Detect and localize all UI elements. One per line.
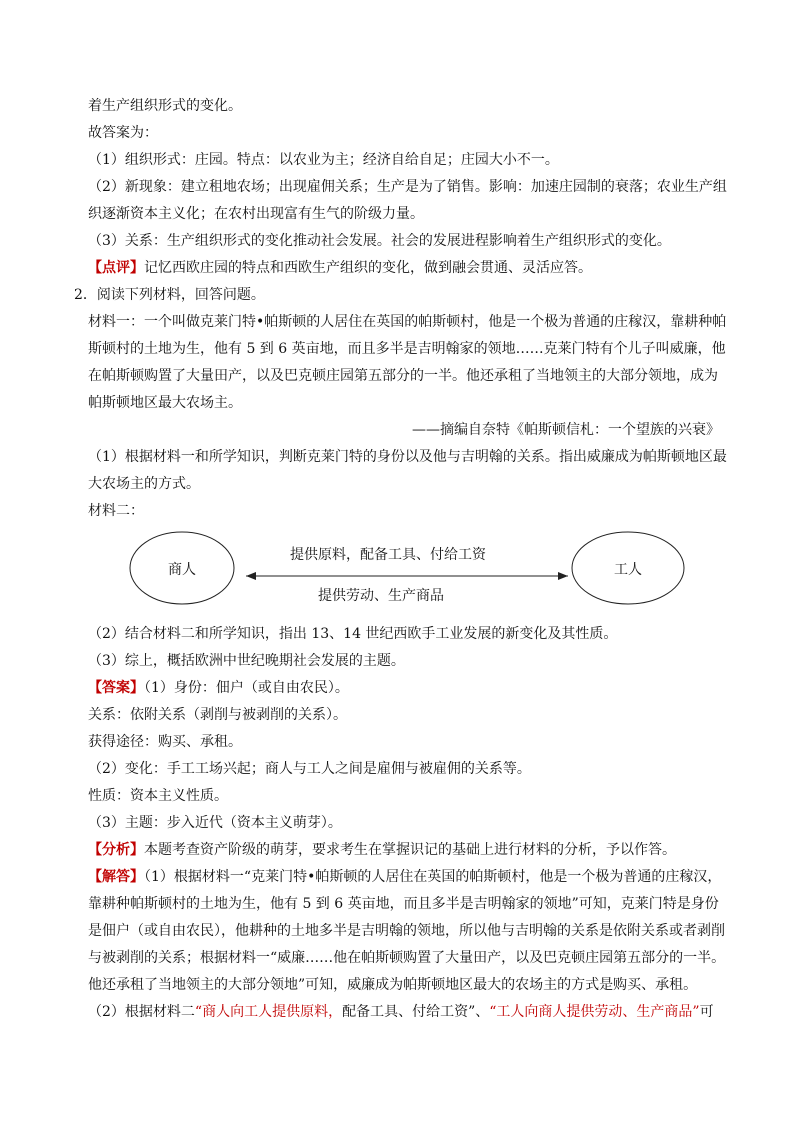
- solution-line-last: [88, 1003, 728, 1021]
- answer-line: 获得途径：购买、承租。: [88, 734, 242, 750]
- relationship-diagram: [128, 530, 688, 610]
- text-line: （3）关系：生产组织形式的变化推动社会发展。社会的发展进程影响着生产组织形式的变化。: [88, 233, 671, 249]
- solution-line: 是佃户（或自由农民），他耕种的土地多半是吉明翰的领地，所以他与吉明翰的关系是依附关系或者剥削: [88, 923, 725, 939]
- material-two-label: 材料二：: [88, 503, 144, 519]
- solution-line: 他还承租了当地领主的大部分领地”可知，威廉成为帕斯顿地区最大的农场主的方式是购买、承租。: [88, 977, 698, 993]
- text-line: 织逐渐资本主义化；在农村出现富有生气的阶级力量。: [88, 206, 424, 222]
- analysis-tag: 【分析】: [88, 842, 144, 858]
- last-line-part: 可: [699, 1004, 714, 1020]
- solution-line: [88, 868, 728, 886]
- worker-label: 工人: [614, 562, 642, 578]
- answer-tag: 【答案】: [88, 680, 144, 696]
- material-source: ——摘编自奈特《帕斯顿信札：一个望族的兴衰》: [412, 422, 720, 438]
- solution-text: （1）根据材料一“克莱门特•帕斯顿的人居住在英国的帕斯顿村，他是一个极为普通的庄稼汉，: [144, 869, 722, 885]
- merchant-label: 商人: [168, 562, 196, 578]
- arrow-left-head: [246, 572, 256, 580]
- material-one-line: 帕斯顿地区最大农场主。: [88, 395, 242, 411]
- answer-line: （2）变化：手工工场兴起；商人与工人之间是雇佣与被雇佣的关系等。: [88, 761, 531, 777]
- solution-tag: 【解答】: [88, 869, 144, 885]
- top-arrow-label: 提供原料，配备工具、付给工资: [290, 547, 486, 563]
- material-one-line: 斯顿村的土地为生，他有 5 到 6 英亩地，而且多半是吉明翰家的领地……克莱门特有个儿子叫威廉，他: [88, 341, 726, 357]
- text-line: 故答案为：: [88, 125, 158, 141]
- analysis-line: [88, 841, 728, 859]
- answer-line: （3）主题：步入近代（资本主义萌芽）。: [88, 815, 342, 831]
- quoted-text: “工人向商人提供劳动、生产商品”: [489, 1004, 700, 1020]
- text-line: （2）新现象：建立租地农场；出现雇佣关系；生产是为了销售。影响：加速庄园制的衰落；农业生产组: [88, 179, 727, 195]
- answer-line: 性质：资本主义性质。: [88, 788, 228, 804]
- sub-question-2: （2）结合材料二和所学知识，指出 13、14 世纪西欧手工业发展的新变化及其性质。: [88, 626, 618, 642]
- analysis-text: 本题考查资产阶级的萌芽，要求考生在掌握识记的基础上进行材料的分析，予以作答。: [144, 842, 676, 858]
- sub-question-3: （3）综上，概括欧洲中世纪晚期社会发展的主题。: [88, 653, 405, 669]
- sub-question-1: 大农场主的方式。: [88, 476, 200, 492]
- material-one-line: 材料一：一个叫做克莱门特•帕斯顿的人居住在英国的帕斯顿村，他是一个极为普通的庄稼汉，靠耕种帕: [88, 314, 727, 330]
- arrow-right-head: [558, 572, 568, 580]
- solution-line: 与被剥削的关系；根据材料一“威廉……他在帕斯顿购置了大量田产，以及巴克顿庄园第五部分的一半。: [88, 950, 726, 966]
- answer-text: （1）身份：佃户（或自由农民）。: [144, 680, 349, 696]
- comment-tag: 【点评】: [88, 260, 144, 276]
- sub-question-1: （1）根据材料一和所学知识，判断克莱门特的身份以及他与吉明翰的关系。指出威廉成为帕斯顿地区最: [88, 449, 727, 465]
- last-line-part: 配备工具、付给工资”、: [342, 1004, 490, 1020]
- bottom-arrow-label: 提供劳动、生产商品: [318, 588, 444, 604]
- answer-line: 关系：依附关系（剥削与被剥削的关系）。: [88, 707, 347, 723]
- comment-text: 记忆西欧庄园的特点和西欧生产组织的变化，做到融会贯通、灵活应答。: [144, 260, 592, 276]
- solution-line: 靠耕种帕斯顿村的土地为生，他有 5 到 6 英亩地，而且多半是吉明翰家的领地”可知，克莱门特是身份: [88, 896, 719, 912]
- text-line: （1）组织形式：庄园。特点：以农业为主；经济自给自足；庄园大小不一。: [88, 152, 559, 168]
- answer-line: [88, 679, 728, 697]
- material-one-line: 在帕斯顿购置了大量田产，以及巴克顿庄园第五部分的一半。他还承租了当地领主的大部分领地，成为: [88, 368, 718, 384]
- question-title: 2．阅读下列材料，回答问题。: [74, 287, 265, 303]
- text-line: 着生产组织形式的变化。: [88, 98, 242, 114]
- comment-line: [88, 259, 728, 277]
- last-line-part: （2）根据材料二: [88, 1004, 195, 1020]
- quoted-text: “商人向工人提供原料，: [194, 1004, 343, 1020]
